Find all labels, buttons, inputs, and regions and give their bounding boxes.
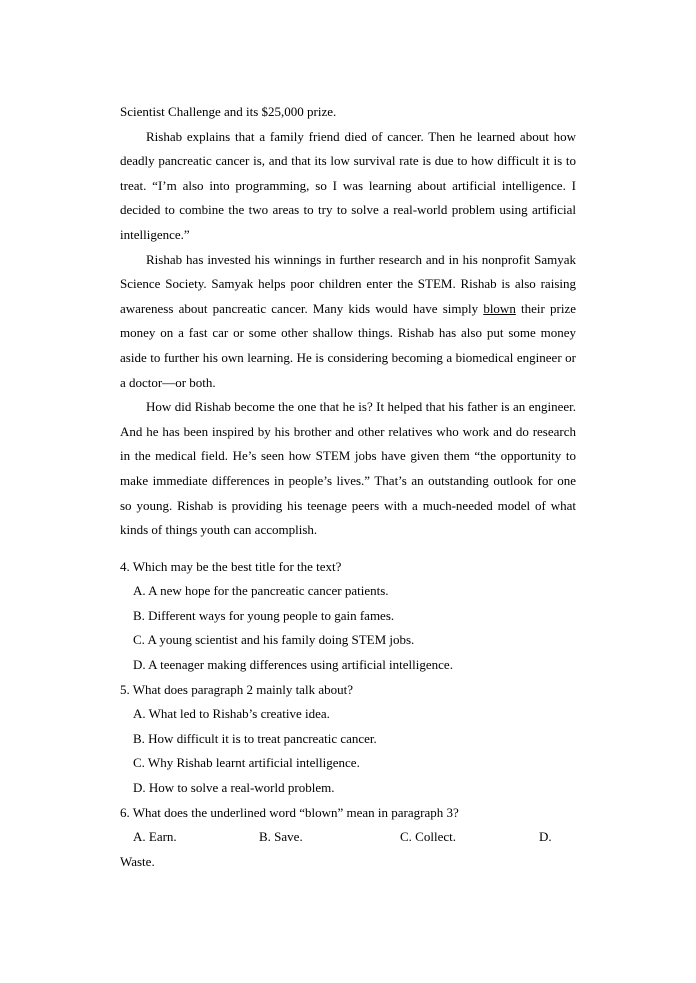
question-6-option-b: B. Save. bbox=[259, 829, 303, 845]
question-6-option-d: D. bbox=[539, 829, 552, 845]
question-4-stem: 4. Which may be the best title for the text? bbox=[120, 558, 342, 574]
question-4-option-a: A. A new hope for the pancreatic cancer patients. bbox=[133, 583, 389, 599]
passage-paragraph-1-tail: Scientist Challenge and its $25,000 prize. bbox=[120, 104, 337, 119]
question-6-option-c: C. Collect. bbox=[400, 829, 456, 845]
question-5-option-c: C. Why Rishab learnt artificial intelligence. bbox=[133, 755, 360, 771]
question-6-stem: 6. What does the underlined word “blown” mean in paragraph 3? bbox=[120, 804, 459, 820]
question-6-options-row bbox=[120, 825, 576, 850]
passage-paragraph-3 bbox=[120, 248, 576, 396]
question-5-option-d: D. How to solve a real-world problem. bbox=[133, 780, 335, 796]
question-4-option-b: B. Different ways for young people to gain fames. bbox=[133, 607, 395, 623]
question-4-option-c: C. A young scientist and his family doing STEM jobs. bbox=[133, 632, 415, 648]
underlined-word-blown: blown bbox=[483, 300, 516, 316]
question-6 bbox=[120, 801, 576, 875]
question-6-option-a: A. Earn. bbox=[133, 829, 177, 845]
document-page bbox=[120, 100, 576, 874]
question-6-option-d-text: Waste. bbox=[120, 853, 155, 869]
question-5-option-b: B. How difficult it is to treat pancreatic cancer. bbox=[133, 730, 377, 746]
passage-paragraph-2: Rishab explains that a family friend died of cancer. Then he learned about how deadly pancreatic cancer is, and that its low survival rate is due to how difficult it is to treat. “I’m also into programming, so I was learning about artificial intelligence. I decided to combine the two areas to try to solve a real-world problem using artificial intelligence.” bbox=[120, 128, 576, 242]
questions-section bbox=[120, 555, 576, 875]
passage-paragraph-4: How did Rishab become the one that he is? It helped that his father is an engineer. And he has been inspired by his brother and other relatives who work and do research in the medical field. He’s seen how STEM jobs have given them “the opportunity to make immediate differences in people’s lives.” That’s an outstanding outlook for one so young. Rishab is providing his teenage peers with a much-needed model of what kinds of things youth can accomplish. bbox=[120, 399, 576, 538]
paragraph-3-text-after: their prize money on a fast car or some other shallow things. Rishab has also put some money aside to further his own learning. He is considering becoming a biomedical engineer or a doctor—or both. bbox=[120, 300, 576, 390]
paragraph-3-text-before: Rishab has invested his winnings in further research and in his nonprofit Samyak Science Society. Samyak helps poor children enter the STEM. Rishab is also raising awareness about pancreatic cancer. Many kids would have simply bbox=[120, 251, 576, 316]
question-5-option-a: A. What led to Rishab’s creative idea. bbox=[133, 706, 330, 722]
question-5-stem: 5. What does paragraph 2 mainly talk about? bbox=[120, 681, 353, 697]
question-5 bbox=[120, 678, 576, 801]
question-4 bbox=[120, 555, 576, 678]
question-4-option-d: D. A teenager making differences using artificial intelligence. bbox=[133, 657, 453, 673]
